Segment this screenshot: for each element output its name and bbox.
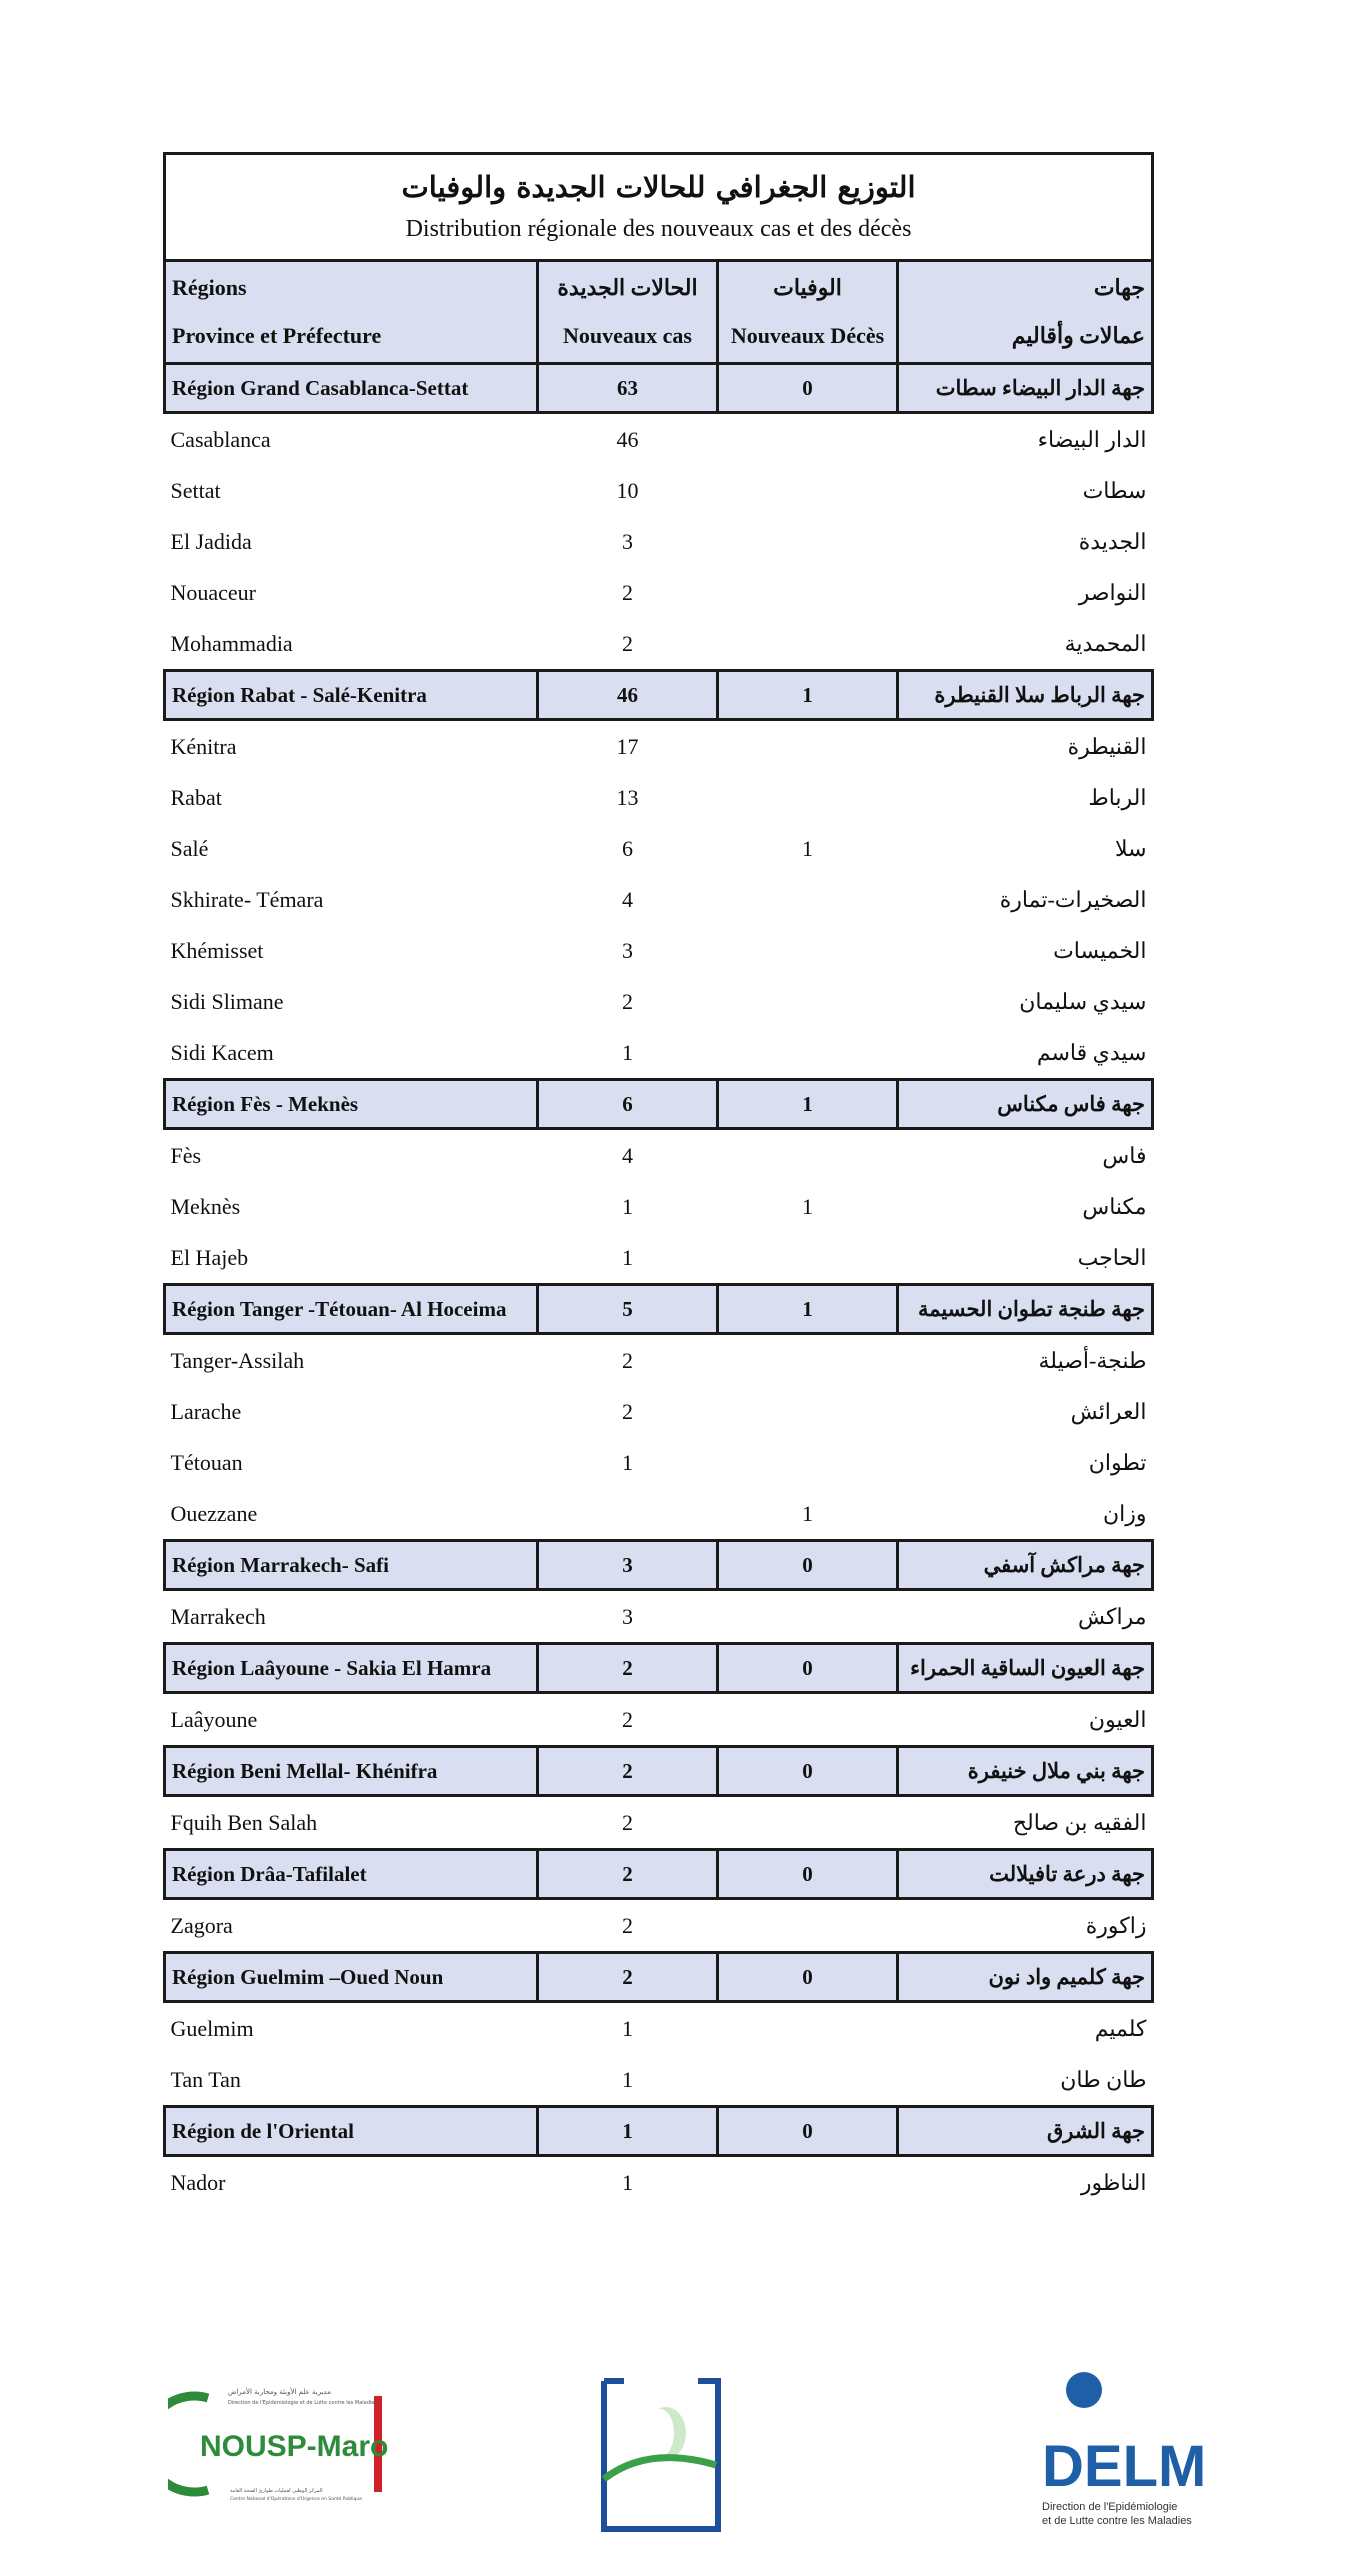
- province-row: [165, 1386, 1153, 1437]
- province-cases: 6: [622, 835, 633, 861]
- province-row: [165, 1129, 1153, 1182]
- region-name-ar: جهة الشرق: [898, 2107, 1153, 2156]
- province-cases: 13: [616, 784, 639, 810]
- region-name-fr: Région Fès - Meknès: [165, 1080, 538, 1129]
- province-name-fr: Ouezzane: [170, 1500, 258, 1526]
- province-name-fr: El Jadida: [170, 528, 252, 554]
- region-name-ar: جهة فاس مكناس: [898, 1080, 1153, 1129]
- province-deaths: [718, 1027, 898, 1080]
- province-deaths: [718, 1232, 898, 1285]
- province-name-fr: Nouaceur: [170, 579, 257, 605]
- region-row: [165, 1644, 1153, 1693]
- province-name-ar: الحاجب: [1077, 1244, 1147, 1270]
- region-cases: 2: [538, 1747, 718, 1796]
- province-cases: 2: [622, 1809, 633, 1835]
- nousp-maroc-logo: [168, 2378, 388, 2508]
- province-name-ar: العرائش: [1070, 1398, 1147, 1424]
- province-name-fr: Salé: [170, 835, 209, 861]
- region-row: [165, 1953, 1153, 2002]
- province-deaths: [718, 976, 898, 1027]
- province-cases: 46: [616, 426, 639, 452]
- province-name-fr: Laâyoune: [170, 1706, 258, 1732]
- province-name-fr: Marrakech: [170, 1603, 266, 1629]
- header-regions: [165, 261, 538, 364]
- province-row: [165, 1899, 1153, 1953]
- province-name-ar: النواصر: [1078, 579, 1147, 605]
- province-deaths: [718, 720, 898, 773]
- province-deaths: [718, 2054, 898, 2107]
- region-cases: 2: [538, 1850, 718, 1899]
- province-name-ar: زاكورة: [1085, 1912, 1147, 1938]
- province-name-ar: فاس: [1102, 1142, 1147, 1168]
- title-arabic: التوزيع الجغرافي للحالات الجديدة والوفيات: [401, 170, 916, 204]
- province-deaths: 1: [802, 835, 813, 861]
- region-deaths: 0: [718, 1850, 898, 1899]
- province-deaths: [718, 2156, 898, 2209]
- region-row: [165, 671, 1153, 720]
- province-row: [165, 1796, 1153, 1850]
- region-name-fr: Région Rabat - Salé-Kenitra: [165, 671, 538, 720]
- region-name-ar: جهة الدار البيضاء سطات: [898, 364, 1153, 413]
- region-name-ar: جهة مراكش آسفي: [898, 1541, 1153, 1590]
- province-cases: 2: [622, 1706, 633, 1732]
- province-row: [165, 1181, 1153, 1232]
- province-name-fr: Rabat: [170, 784, 222, 810]
- region-name-fr: Région Drâa-Tafilalet: [165, 1850, 538, 1899]
- province-row: [165, 772, 1153, 823]
- header-new-cases: [538, 261, 718, 364]
- province-cases: 17: [616, 733, 639, 759]
- region-deaths: 0: [718, 1747, 898, 1796]
- province-name-fr: Tanger-Assilah: [170, 1347, 305, 1373]
- province-deaths: [718, 2002, 898, 2055]
- header-regions-ar-label: جهات: [1093, 275, 1145, 300]
- province-cases: 4: [622, 1142, 633, 1168]
- province-name-fr: Kénitra: [170, 733, 237, 759]
- province-cases: 10: [616, 477, 639, 503]
- region-row: [165, 364, 1153, 413]
- province-row: [165, 516, 1153, 567]
- province-cases: 1: [622, 2169, 633, 2195]
- delm-sub1: Direction de l'Epidémiologie: [1042, 2501, 1178, 2513]
- province-row: [165, 1590, 1153, 1644]
- header-province-label: Province et Préfecture: [172, 323, 382, 348]
- region-row: [165, 1285, 1153, 1334]
- header-new-cases-ar: الحالات الجديدة: [557, 275, 698, 300]
- province-name-ar: الفقيه بن صالح: [1012, 1809, 1147, 1835]
- province-deaths: [718, 567, 898, 618]
- province-cases: 1: [622, 1449, 633, 1475]
- region-cases: 3: [538, 1541, 718, 1590]
- province-name-fr: Sidi Kacem: [170, 1039, 274, 1065]
- province-deaths: [718, 1590, 898, 1644]
- province-name-fr: El Hajeb: [170, 1244, 249, 1270]
- province-deaths: [718, 925, 898, 976]
- province-cases: 1: [622, 1193, 633, 1219]
- province-cases: 3: [622, 528, 633, 554]
- province-name-fr: Fès: [170, 1142, 202, 1168]
- region-row: [165, 1747, 1153, 1796]
- distribution-table: [163, 152, 1154, 2208]
- province-row: [165, 2156, 1153, 2209]
- province-row: [165, 720, 1153, 773]
- province-deaths: [718, 1437, 898, 1488]
- province-row: [165, 1437, 1153, 1488]
- province-name-fr: Mohammadia: [170, 630, 293, 656]
- region-name-fr: Région de l'Oriental: [165, 2107, 538, 2156]
- region-deaths: 0: [718, 1644, 898, 1693]
- region-deaths: 1: [718, 1285, 898, 1334]
- region-name-fr: Région Marrakech- Safi: [165, 1541, 538, 1590]
- region-name-fr: Région Grand Casablanca-Settat: [165, 364, 538, 413]
- province-cases: 2: [622, 1347, 633, 1373]
- province-name-ar: الناظور: [1080, 2169, 1147, 2195]
- region-row: [165, 1541, 1153, 1590]
- province-name-ar: الخميسات: [1053, 937, 1147, 963]
- province-name-ar: الرباط: [1088, 784, 1147, 810]
- province-row: [165, 567, 1153, 618]
- province-name-ar: سيدي قاسم: [1036, 1039, 1147, 1065]
- province-row: [165, 1334, 1153, 1387]
- region-deaths: 0: [718, 364, 898, 413]
- province-name-ar: القنيطرة: [1067, 733, 1147, 759]
- province-name-ar: كلميم: [1094, 2015, 1147, 2041]
- header-regions-label: Régions: [172, 275, 247, 300]
- province-name-fr: Fquih Ben Salah: [170, 1809, 318, 1835]
- region-deaths: 0: [718, 2107, 898, 2156]
- region-name-ar: جهة درعة تافيلالت: [898, 1850, 1153, 1899]
- region-cases: 63: [538, 364, 718, 413]
- header-prefectures-ar-label: عمالات وأقاليم: [1011, 323, 1145, 348]
- province-deaths: [718, 516, 898, 567]
- province-cases: 3: [622, 1603, 633, 1629]
- province-row: [165, 874, 1153, 925]
- province-cases: 4: [622, 886, 633, 912]
- region-name-ar: جهة بني ملال خنيفرة: [898, 1747, 1153, 1796]
- province-name-ar: الدار البيضاء: [1037, 426, 1147, 452]
- province-cases: 2: [622, 630, 633, 656]
- province-cases: 2: [622, 1398, 633, 1424]
- document-table-container: [163, 152, 1151, 2208]
- region-row: [165, 1850, 1153, 1899]
- province-cases: 1: [622, 2066, 633, 2092]
- region-name-ar: جهة طنجة تطوان الحسيمة: [898, 1285, 1153, 1334]
- header-new-deaths: [718, 261, 898, 364]
- province-name-ar: سطات: [1082, 477, 1147, 503]
- province-name-ar: المحمدية: [1064, 630, 1147, 656]
- province-deaths: [718, 1386, 898, 1437]
- province-name-ar: الجديدة: [1078, 528, 1147, 554]
- nousp-top-ar: مديرية علم الأوبئة ومحاربة الأمراض: [228, 2388, 331, 2396]
- province-name-ar: سلا: [1114, 835, 1147, 861]
- province-name-fr: Nador: [170, 2169, 226, 2195]
- province-cases: 2: [622, 579, 633, 605]
- province-name-fr: Sidi Slimane: [170, 988, 284, 1014]
- province-name-fr: Meknès: [170, 1193, 241, 1219]
- region-name-fr: Région Beni Mellal- Khénifra: [165, 1747, 538, 1796]
- province-cases: 2: [622, 988, 633, 1014]
- province-name-ar: تطوان: [1088, 1449, 1147, 1475]
- table-title: [165, 154, 1153, 261]
- province-name-ar: الصخيرات-تمارة: [999, 886, 1147, 912]
- province-row: [165, 925, 1153, 976]
- region-deaths: 0: [718, 1541, 898, 1590]
- province-deaths: [718, 1693, 898, 1747]
- province-name-fr: Skhirate- Témara: [170, 886, 324, 912]
- province-row: [165, 823, 1153, 874]
- region-cases: 1: [538, 2107, 718, 2156]
- province-name-fr: Casablanca: [170, 426, 271, 452]
- province-name-ar: مراكش: [1077, 1603, 1147, 1629]
- province-cases: 2: [622, 1912, 633, 1938]
- province-cases: 1: [622, 2015, 633, 2041]
- province-row: [165, 976, 1153, 1027]
- province-row: [165, 618, 1153, 671]
- province-cases: [538, 1488, 718, 1541]
- header-new-deaths-ar: الوفيات: [773, 275, 842, 300]
- province-name-ar: سيدي سليمان: [1019, 988, 1147, 1014]
- header-new-cases-fr: Nouveaux cas: [563, 323, 692, 348]
- region-name-ar: جهة كلميم واد نون: [898, 1953, 1153, 2002]
- province-cases: 3: [622, 937, 633, 963]
- province-row: [165, 2054, 1153, 2107]
- province-name-ar: طان طان: [1060, 2066, 1147, 2092]
- header-regions-ar: [898, 261, 1153, 364]
- province-name-ar: وزان: [1102, 1500, 1147, 1526]
- province-deaths: [718, 1334, 898, 1387]
- region-cases: 5: [538, 1285, 718, 1334]
- region-cases: 2: [538, 1644, 718, 1693]
- province-name-fr: Tan Tan: [170, 2066, 241, 2092]
- province-deaths: [718, 618, 898, 671]
- nousp-main-text: NOUSP-Maroc: [200, 2430, 388, 2463]
- province-name-ar: طنجة-أصيلة: [1038, 1347, 1147, 1373]
- nousp-top-fr: Direction de l'Epidémiologie et de Lutte contre les Maladies: [228, 2400, 377, 2406]
- region-name-fr: Région Tanger -Tétouan- Al Hoceima: [165, 1285, 538, 1334]
- province-row: [165, 1232, 1153, 1285]
- region-deaths: 1: [718, 671, 898, 720]
- province-row: [165, 2002, 1153, 2055]
- province-deaths: [718, 1129, 898, 1182]
- province-deaths: [718, 772, 898, 823]
- province-deaths: [718, 874, 898, 925]
- ministry-emblem-logo: [598, 2375, 724, 2535]
- province-deaths: [718, 1796, 898, 1850]
- province-deaths: 1: [802, 1193, 813, 1219]
- region-name-ar: جهة العيون الساقية الحمراء: [898, 1644, 1153, 1693]
- province-name-ar: العيون: [1088, 1706, 1147, 1732]
- province-name-fr: Settat: [170, 477, 221, 503]
- region-name-fr: Région Laâyoune - Sakia El Hamra: [165, 1644, 538, 1693]
- province-cases: 1: [622, 1039, 633, 1065]
- province-deaths: [718, 1899, 898, 1953]
- province-row: [165, 465, 1153, 516]
- province-deaths: [718, 413, 898, 466]
- province-row: [165, 1027, 1153, 1080]
- province-name-fr: Larache: [170, 1398, 242, 1424]
- province-row: [165, 413, 1153, 466]
- region-cases: 6: [538, 1080, 718, 1129]
- province-name-fr: Khémisset: [170, 937, 264, 963]
- region-cases: 46: [538, 671, 718, 720]
- region-cases: 2: [538, 1953, 718, 2002]
- province-row: [165, 1693, 1153, 1747]
- region-name-fr: Région Guelmim –Oued Noun: [165, 1953, 538, 2002]
- province-deaths: [718, 465, 898, 516]
- province-row: [165, 1488, 1153, 1541]
- delm-main-text: DELM: [1042, 2434, 1207, 2499]
- table-header-row: [165, 261, 1153, 364]
- province-name-ar: مكناس: [1082, 1193, 1147, 1219]
- province-deaths: 1: [802, 1500, 813, 1526]
- delm-logo: [1036, 2368, 1216, 2538]
- title-french: Distribution régionale des nouveaux cas et des décès: [405, 216, 912, 242]
- region-deaths: 1: [718, 1080, 898, 1129]
- nousp-bottom-fr: Centre National d'Opérations d'Urgence en Santé Publique: [230, 2497, 363, 2502]
- nousp-bottom-ar: المركز الوطني لعمليات طوارئ الصحة العامة: [230, 2488, 323, 2494]
- province-name-fr: Guelmim: [170, 2015, 254, 2041]
- province-cases: 1: [622, 1244, 633, 1270]
- region-row: [165, 2107, 1153, 2156]
- region-name-ar: جهة الرباط سلا القنيطرة: [898, 671, 1153, 720]
- province-name-fr: Tétouan: [170, 1449, 243, 1475]
- delm-sub2: et de Lutte contre les Maladies: [1042, 2515, 1192, 2527]
- header-new-deaths-fr: Nouveaux Décès: [730, 323, 885, 348]
- region-row: [165, 1080, 1153, 1129]
- province-name-fr: Zagora: [170, 1912, 233, 1938]
- region-deaths: 0: [718, 1953, 898, 2002]
